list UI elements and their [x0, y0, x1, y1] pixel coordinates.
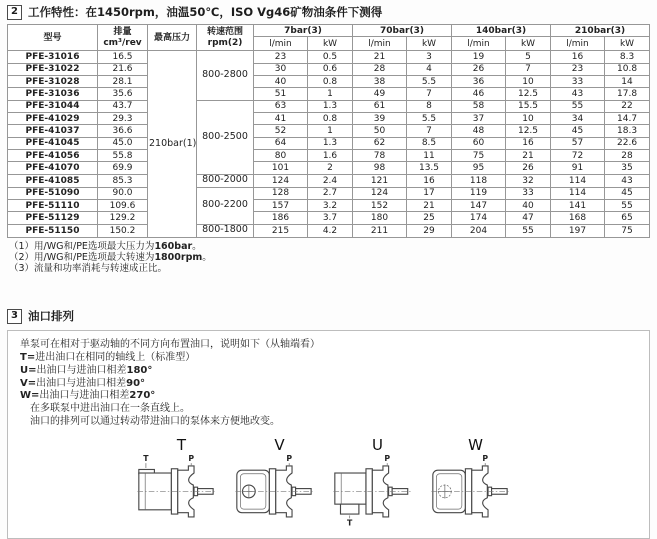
col-header-speed-range: 转速范围 rpm(2): [197, 25, 254, 51]
model-cell: PFE-41085: [8, 174, 98, 187]
table-row: [8, 137, 650, 149]
power-cell: 55: [506, 224, 551, 237]
flow-cell: 186: [254, 212, 308, 224]
flow-cell: 124: [353, 187, 407, 199]
col-header-140bar: 140bar(3): [452, 25, 551, 37]
bottom-port-boss: [340, 504, 358, 514]
power-cell: 29: [407, 224, 452, 237]
power-cell: 16: [407, 174, 452, 187]
speed-range-cell: 800-2800: [197, 51, 254, 100]
flow-cell: 28: [353, 63, 407, 75]
flow-cell: 174: [452, 212, 506, 224]
pump-side-view-V: [234, 453, 326, 527]
port-definition-line: W=出油口与进油口相差270°: [20, 390, 156, 402]
spec-table-head: [8, 25, 650, 51]
power-cell: 5.5: [407, 113, 452, 125]
power-cell: 2: [308, 162, 353, 174]
power-cell: 2.4: [308, 174, 353, 187]
power-cell: 45: [605, 187, 650, 199]
power-cell: 21: [407, 200, 452, 212]
power-cell: 21: [506, 150, 551, 162]
flow-cell: 204: [452, 224, 506, 237]
power-cell: 33: [506, 187, 551, 199]
power-cell: 0.6: [308, 63, 353, 75]
flow-cell: 180: [353, 212, 407, 224]
diagram-V: [234, 437, 326, 527]
model-cell: PFE-41029: [8, 113, 98, 125]
model-cell: PFE-41070: [8, 162, 98, 174]
power-cell: 10: [506, 76, 551, 88]
subcol-flow: l/min: [551, 37, 605, 51]
table-row: [8, 212, 650, 224]
flow-cell: 75: [452, 150, 506, 162]
power-cell: 3.2: [308, 200, 353, 212]
flow-cell: 211: [353, 224, 407, 237]
flow-cell: 23: [551, 63, 605, 75]
table-row: [8, 187, 650, 199]
power-cell: 28: [605, 150, 650, 162]
spec-table: [7, 24, 650, 238]
table-row: [8, 76, 650, 88]
displacement-cell: 55.8: [98, 150, 148, 162]
flow-cell: 46: [452, 88, 506, 100]
displacement-cell: 28.1: [98, 76, 148, 88]
power-cell: 3.7: [308, 212, 353, 224]
power-cell: 1.6: [308, 150, 353, 162]
flow-cell: 30: [254, 63, 308, 75]
power-cell: 22.6: [605, 137, 650, 149]
port-label-T: T: [142, 453, 149, 463]
model-cell: PFE-51129: [8, 212, 98, 224]
flow-cell: 78: [353, 150, 407, 162]
port-label-T: T: [346, 518, 352, 527]
section2-title: 工作特性：在1450rpm，油温50℃，ISO Vg46矿物油条件下测得: [28, 5, 383, 19]
model-cell: PFE-51090: [8, 187, 98, 199]
diagram-V-label: V: [274, 435, 285, 454]
flow-cell: 23: [254, 51, 308, 63]
table-row: [8, 200, 650, 212]
flow-cell: 21: [353, 51, 407, 63]
spec-table-body: [8, 51, 650, 237]
model-cell: PFE-31036: [8, 88, 98, 100]
port-definition-line: T=进出油口在相同的轴线上（标准型）: [20, 352, 196, 364]
flow-cell: 48: [452, 125, 506, 137]
col-header-70bar: 70bar(3): [353, 25, 452, 37]
section2-header: [7, 4, 650, 20]
port-definition-line: V=出油口与进油口相差90°: [20, 377, 146, 389]
section3-title: 油口排列: [28, 309, 74, 324]
flow-cell: 16: [551, 51, 605, 63]
flow-cell: 34: [551, 113, 605, 125]
displacement-cell: 69.9: [98, 162, 148, 174]
diagram-W: [430, 437, 522, 527]
section3-header: [7, 308, 650, 324]
subcol-flow: l/min: [254, 37, 308, 51]
table-row: [8, 174, 650, 187]
flow-cell: 49: [353, 88, 407, 100]
port-label-P: P: [481, 453, 488, 463]
flow-cell: 118: [452, 174, 506, 187]
flow-cell: 33: [551, 76, 605, 88]
port-label-P: P: [187, 453, 194, 463]
flow-cell: 26: [452, 63, 506, 75]
diagram-U-label: U: [372, 435, 383, 454]
flow-cell: 61: [353, 100, 407, 112]
flow-cell: 147: [452, 200, 506, 212]
speed-range-cell: 800-2200: [197, 187, 254, 224]
model-cell: PFE-41045: [8, 137, 98, 149]
power-cell: 10.8: [605, 63, 650, 75]
flow-cell: 39: [353, 113, 407, 125]
power-cell: 47: [506, 212, 551, 224]
diagram-U: [332, 437, 424, 527]
power-cell: 10: [506, 113, 551, 125]
power-cell: 8: [407, 100, 452, 112]
flow-cell: 128: [254, 187, 308, 199]
flow-cell: 114: [551, 187, 605, 199]
power-cell: 1: [308, 125, 353, 137]
flow-cell: 45: [551, 125, 605, 137]
flow-cell: 37: [452, 113, 506, 125]
power-cell: 18.3: [605, 125, 650, 137]
power-cell: 8.3: [605, 51, 650, 63]
power-cell: 40: [506, 200, 551, 212]
displacement-cell: 45.0: [98, 137, 148, 149]
power-cell: 12.5: [506, 125, 551, 137]
table-row: [8, 100, 650, 112]
table-row: [8, 88, 650, 100]
power-cell: 2.7: [308, 187, 353, 199]
flow-cell: 152: [353, 200, 407, 212]
table-row: [8, 63, 650, 75]
power-cell: 12.5: [506, 88, 551, 100]
flow-cell: 60: [452, 137, 506, 149]
power-cell: 4.2: [308, 224, 353, 237]
power-cell: 15.5: [506, 100, 551, 112]
model-cell: PFE-41037: [8, 125, 98, 137]
power-cell: 5: [506, 51, 551, 63]
power-cell: 13.5: [407, 162, 452, 174]
power-cell: 17: [407, 187, 452, 199]
flow-cell: 114: [551, 174, 605, 187]
speed-range-cell: 800-1800: [197, 224, 254, 237]
col-header-model: 型号: [8, 25, 98, 51]
power-cell: 8.5: [407, 137, 452, 149]
flow-cell: 55: [551, 100, 605, 112]
col-header-210bar: 210bar(3): [551, 25, 650, 37]
flow-cell: 95: [452, 162, 506, 174]
pump-body: [138, 473, 171, 510]
table-row: [8, 113, 650, 125]
section3-number-box: 3: [7, 309, 22, 324]
diagram-T-label: T: [176, 435, 187, 454]
flow-cell: 215: [254, 224, 308, 237]
power-cell: 14.7: [605, 113, 650, 125]
flow-cell: 19: [452, 51, 506, 63]
power-cell: 7: [506, 63, 551, 75]
displacement-cell: 36.6: [98, 125, 148, 137]
flow-cell: 80: [254, 150, 308, 162]
power-cell: 43: [605, 174, 650, 187]
flow-cell: 101: [254, 162, 308, 174]
displacement-cell: 35.6: [98, 88, 148, 100]
flow-cell: 58: [452, 100, 506, 112]
flow-cell: 52: [254, 125, 308, 137]
pump-body: [334, 473, 365, 504]
port-label-P: P: [383, 453, 390, 463]
port-label-P: P: [285, 453, 292, 463]
displacement-cell: 150.2: [98, 224, 148, 237]
port-intro: 单泵可在相对于驱动轴的不同方向布置油口，说明如下（从轴端看）: [20, 339, 320, 351]
power-cell: 0.8: [308, 76, 353, 88]
subcol-flow: l/min: [353, 37, 407, 51]
port-definition-line: U=出油口与进油口相差180°: [20, 364, 153, 376]
footnotes: [9, 241, 650, 275]
displacement-cell: 16.5: [98, 51, 148, 63]
table-row: [8, 150, 650, 162]
flow-cell: 63: [254, 100, 308, 112]
model-cell: PFE-31016: [8, 51, 98, 63]
port-note-line: 在多联泵中进出油口在一条直线上。: [30, 403, 190, 415]
diagram-W-label: W: [468, 435, 483, 454]
power-cell: 65: [605, 212, 650, 224]
subcol-flow: l/min: [452, 37, 506, 51]
flow-cell: 197: [551, 224, 605, 237]
displacement-cell: 43.7: [98, 100, 148, 112]
subcol-power: kW: [506, 37, 551, 51]
model-cell: PFE-51150: [8, 224, 98, 237]
flow-cell: 40: [254, 76, 308, 88]
power-cell: 1.3: [308, 100, 353, 112]
footnote-line: （1）用/WG和/PE选项最大压力为160bar。: [9, 240, 202, 252]
flow-cell: 57: [551, 137, 605, 149]
power-cell: 1.3: [308, 137, 353, 149]
flow-cell: 168: [551, 212, 605, 224]
displacement-cell: 85.3: [98, 174, 148, 187]
displacement-cell: 21.6: [98, 63, 148, 75]
flow-cell: 157: [254, 200, 308, 212]
power-cell: 11: [407, 150, 452, 162]
speed-range-cell: 800-2000: [197, 174, 254, 187]
table-row: [8, 162, 650, 174]
flow-cell: 43: [551, 88, 605, 100]
table-row: [8, 51, 650, 63]
diagram-T: [136, 437, 228, 527]
power-cell: 17.8: [605, 88, 650, 100]
table-row: [8, 125, 650, 137]
subcol-power: kW: [605, 37, 650, 51]
flow-cell: 72: [551, 150, 605, 162]
power-cell: 0.8: [308, 113, 353, 125]
power-cell: 32: [506, 174, 551, 187]
flow-cell: 36: [452, 76, 506, 88]
power-cell: 3: [407, 51, 452, 63]
power-cell: 0.5: [308, 51, 353, 63]
power-cell: 1: [308, 88, 353, 100]
model-cell: PFE-31044: [8, 100, 98, 112]
flow-cell: 124: [254, 174, 308, 187]
power-cell: 35: [605, 162, 650, 174]
footnote-line: （2）用/WG和/PE选项最大转速为1800rpm。: [9, 251, 212, 263]
flow-cell: 41: [254, 113, 308, 125]
model-cell: PFE-31022: [8, 63, 98, 75]
power-cell: 26: [506, 162, 551, 174]
power-cell: 7: [407, 88, 452, 100]
flow-cell: 98: [353, 162, 407, 174]
max-pressure-cell: 210bar(1): [148, 51, 197, 237]
pump-side-view-W: [430, 453, 522, 527]
flow-cell: 121: [353, 174, 407, 187]
section2-number-box: 2: [7, 5, 22, 20]
power-cell: 16: [506, 137, 551, 149]
flow-cell: 38: [353, 76, 407, 88]
power-cell: 25: [407, 212, 452, 224]
model-cell: PFE-51110: [8, 200, 98, 212]
port-diagrams: [20, 437, 637, 527]
pump-side-view-U: [332, 453, 424, 527]
displacement-cell: 129.2: [98, 212, 148, 224]
col-header-max-pressure: 最高压力: [148, 25, 197, 51]
flow-cell: 51: [254, 88, 308, 100]
port-notes: [20, 403, 637, 429]
power-cell: 22: [605, 100, 650, 112]
port-lines: [20, 352, 637, 403]
footnote-line: （3）流量和功率消耗与转速成正比。: [9, 263, 168, 275]
power-cell: 75: [605, 224, 650, 237]
speed-range-cell: 800-2500: [197, 100, 254, 174]
power-cell: 7: [407, 125, 452, 137]
flow-cell: 62: [353, 137, 407, 149]
power-cell: 4: [407, 63, 452, 75]
flow-cell: 64: [254, 137, 308, 149]
port-note-line: 油口的排列可以通过转动带进油口的泵体来方便地改变。: [30, 416, 280, 428]
table-row: [8, 224, 650, 237]
power-cell: 14: [605, 76, 650, 88]
flow-cell: 141: [551, 200, 605, 212]
subcol-power: kW: [308, 37, 353, 51]
col-header-7bar: 7bar(3): [254, 25, 353, 37]
col-header-displacement: 排量 cm³/rev: [98, 25, 148, 51]
model-cell: PFE-41056: [8, 150, 98, 162]
displacement-cell: 90.0: [98, 187, 148, 199]
subcol-power: kW: [407, 37, 452, 51]
flow-cell: 119: [452, 187, 506, 199]
flow-cell: 50: [353, 125, 407, 137]
displacement-cell: 29.3: [98, 113, 148, 125]
model-cell: PFE-31028: [8, 76, 98, 88]
pump-side-view-T: [136, 453, 228, 527]
flow-cell: 91: [551, 162, 605, 174]
power-cell: 5.5: [407, 76, 452, 88]
displacement-cell: 109.6: [98, 200, 148, 212]
port-arrangement-box: [7, 330, 650, 539]
power-cell: 55: [605, 200, 650, 212]
